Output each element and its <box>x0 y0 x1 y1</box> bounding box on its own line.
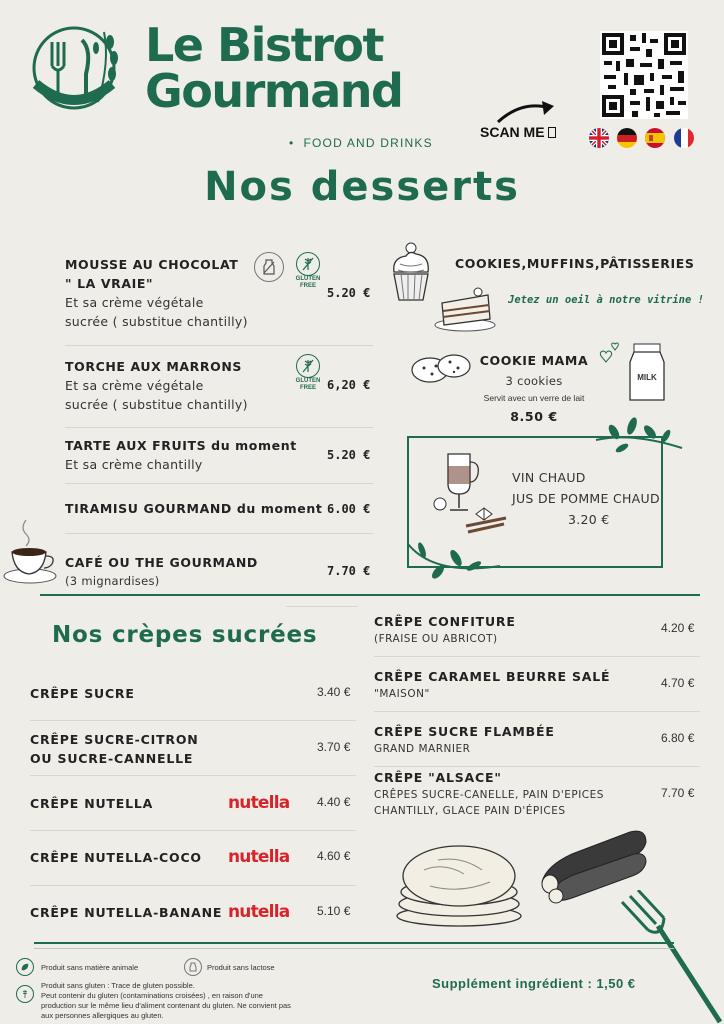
crepe-price: 4.40 € <box>317 795 351 809</box>
dessert-name: CAFÉ OU THE GOURMAND <box>65 555 258 570</box>
crepe-name: CRÊPE SUCRE <box>30 686 135 701</box>
divider <box>30 775 356 776</box>
cookie-mama-block <box>460 351 608 426</box>
dessert-item-tiramisu <box>65 499 375 518</box>
footer-divider-thin <box>34 948 674 949</box>
footer-divider <box>34 942 674 944</box>
wheat-icon <box>296 252 320 276</box>
divider <box>374 766 700 767</box>
section-divider <box>40 594 700 596</box>
crepes-title: Nos crèpes sucrées <box>52 622 318 648</box>
gluten-notice <box>41 981 321 1021</box>
vegan-label: Produit sans matière animale <box>41 963 139 972</box>
de-flag-icon[interactable] <box>616 127 638 149</box>
es-flag-icon[interactable] <box>644 127 666 149</box>
mulled-wine-icon <box>426 448 510 538</box>
divider <box>65 427 373 428</box>
brand-line-2: Gourmand <box>145 64 403 118</box>
divider <box>65 533 373 534</box>
curved-arrow-icon <box>494 98 558 126</box>
dessert-item-cafe <box>65 553 375 591</box>
supplement-note: Supplément ingrédient : 1,50 € <box>432 976 636 991</box>
crepe-sub: "MAISON" <box>374 688 430 700</box>
tagline: • FOOD AND DRINKS <box>289 136 433 150</box>
en-flag-icon[interactable] <box>588 127 610 149</box>
dessert-price: 6,20 € <box>327 378 371 392</box>
fr-flag-icon[interactable] <box>673 127 695 149</box>
gluten-notice-3: production sur le même lieu d'aliment contenant du gluten. Ne convient pas <box>41 1001 291 1010</box>
crepe-price: 3.70 € <box>317 740 351 754</box>
crepe-item-caramel <box>374 667 704 702</box>
lactose-label: Produit sans lactose <box>207 963 275 972</box>
lactose-free-icon <box>254 252 284 282</box>
dessert-item-mousse <box>65 255 375 331</box>
dessert-item-torche <box>65 357 375 414</box>
crepe-name: CRÊPE "ALSACE" <box>374 770 502 785</box>
jus-pomme: JUS DE POMME CHAUD <box>512 491 660 506</box>
tagline-text: FOOD AND DRINKS <box>303 136 433 150</box>
dessert-name: TIRAMISU GOURMAND du moment <box>65 501 323 516</box>
dessert-desc: Et sa crème végétale <box>65 378 204 393</box>
dessert-item-tarte <box>65 436 375 474</box>
nutella-logo: nutella <box>228 793 290 813</box>
divider <box>374 711 700 712</box>
crepe-price: 4.20 € <box>661 621 695 635</box>
crepe-name: CRÊPE CARAMEL BEURRE SALÉ <box>374 669 611 684</box>
dessert-name: TORCHE AUX MARRONS <box>65 359 242 374</box>
nutella-logo: nutella <box>228 902 290 922</box>
crepe-name: CRÊPE SUCRE-CITRON <box>30 732 199 747</box>
crepe-name: CRÊPE NUTELLA-BANANE <box>30 905 223 920</box>
gluten-free-badge <box>293 354 323 392</box>
dessert-price: 6.00 € <box>327 502 371 516</box>
dessert-price: 5.20 € <box>327 286 371 300</box>
hearts-icon <box>598 340 622 366</box>
scan-me-text: SCAN ME <box>480 124 545 140</box>
vine-top-right-icon <box>592 410 688 458</box>
vine-bottom-left-icon <box>404 536 504 584</box>
crepe-item-citron <box>30 730 360 768</box>
dessert-name: MOUSSE AU CHOCOLAT <box>65 257 239 272</box>
cupcake-icon <box>386 240 436 304</box>
crepe-item-confiture <box>374 612 704 647</box>
vegan-icon <box>16 958 34 976</box>
gluten-free-badge <box>293 252 323 290</box>
gluten-text-2: FREE <box>299 283 316 289</box>
cake-slice-icon <box>432 283 498 333</box>
vin-chaud: VIN CHAUD <box>512 470 586 485</box>
dessert-name: TARTE AUX FRUITS du moment <box>65 438 297 453</box>
divider <box>374 656 700 657</box>
crepe-item-nutella <box>30 794 360 813</box>
crepe-sub: CRÊPES SUCRE-CANELLE, PAIN D'EPICES <box>374 789 604 801</box>
cookie-note: Servit avec un verre de lait <box>483 393 585 403</box>
crepe-price: 7.70 € <box>661 786 695 800</box>
coffee-cup-icon <box>2 516 58 586</box>
divider <box>65 345 373 346</box>
lactose-free-icon <box>184 958 202 976</box>
qr-code-icon[interactable] <box>600 31 688 119</box>
gluten-text-2: FREE <box>299 385 316 391</box>
cookie-mama-title: COOKIE MAMA <box>479 353 589 368</box>
dessert-desc: (3 mignardises) <box>65 574 160 588</box>
divider <box>30 885 356 886</box>
milk-label: MILK <box>637 373 657 382</box>
hot-drinks-text <box>512 468 664 529</box>
dessert-name-2: " LA VRAIE" <box>65 276 154 291</box>
crepe-price: 5.10 € <box>317 904 351 918</box>
fork-icon <box>614 890 724 1024</box>
divider <box>30 720 356 721</box>
crepe-item-nutella-coco <box>30 848 360 867</box>
divider <box>65 483 373 484</box>
dessert-desc: Et sa crème chantilly <box>65 457 203 472</box>
dessert-desc-2: sucrée ( substitue chantilly) <box>65 397 248 412</box>
crepe-name-2: OU SUCRE-CANNELLE <box>30 751 194 766</box>
gluten-text-1: GLUTEN <box>295 276 321 282</box>
divider <box>30 830 356 831</box>
divider <box>286 606 358 607</box>
dessert-desc: Et sa crème végétale <box>65 295 204 310</box>
crepe-sub-2: CHANTILLY, GLACE PAIN D'ÉPICES <box>374 805 566 817</box>
crepe-item-alsace <box>374 768 704 819</box>
crepe-sub: GRAND MARNIER <box>374 743 471 755</box>
dessert-price: 5.20 € <box>327 448 371 462</box>
vitrine-note: Jetez un oeil à notre vitrine ! <box>508 294 704 306</box>
milk-carton-icon <box>628 340 666 404</box>
crepe-sub: (FRAISE OU ABRICOT) <box>374 633 498 645</box>
crepe-item-flambee <box>374 722 704 757</box>
restaurant-logo-emblem <box>18 18 144 114</box>
brand-line-1: Le Bistrot <box>145 18 383 72</box>
crepe-stack-icon <box>394 830 524 930</box>
nutella-logo: nutella <box>228 847 290 867</box>
crepe-item-nutella-banane <box>30 903 360 922</box>
crepe-item-sucre <box>30 684 360 703</box>
crepe-name: CRÊPE SUCRE FLAMBÉE <box>374 724 555 739</box>
crepe-name: CRÊPE NUTELLA <box>30 796 154 811</box>
restaurant-name <box>145 18 455 118</box>
gluten-text-1: GLUTEN <box>295 378 321 384</box>
gluten-notice-2: Peut contenir du gluten (contaminations croisées) , en raison d'une <box>41 991 263 1000</box>
crepe-price: 4.60 € <box>317 849 351 863</box>
cookies-title: COOKIES,MUFFINS,PÂTISSERIES <box>455 256 695 271</box>
crepe-name: CRÊPE NUTELLA-COCO <box>30 850 202 865</box>
crepe-price: 6.80 € <box>661 731 695 745</box>
gluten-free-icon <box>16 985 34 1003</box>
hot-drinks-price: 3.20 € <box>568 512 610 527</box>
scan-me-label <box>480 124 556 140</box>
dessert-desc-2: sucrée ( substitue chantilly) <box>65 314 248 329</box>
crepe-price: 4.70 € <box>661 676 695 690</box>
cookie-count: 3 cookies <box>505 374 563 388</box>
gluten-notice-1: Produit sans gluten : Trace de gluten possible. <box>41 981 195 990</box>
crepe-price: 3.40 € <box>317 685 351 699</box>
dessert-price: 7.70 € <box>327 564 371 578</box>
desserts-title: Nos desserts <box>204 164 520 210</box>
cookie-price: 8.50 € <box>510 409 558 424</box>
gluten-notice-4: aux personnes allergiques au gluten. <box>41 1011 164 1020</box>
wheat-icon <box>296 354 320 378</box>
crepe-name: CRÊPE CONFITURE <box>374 614 516 629</box>
